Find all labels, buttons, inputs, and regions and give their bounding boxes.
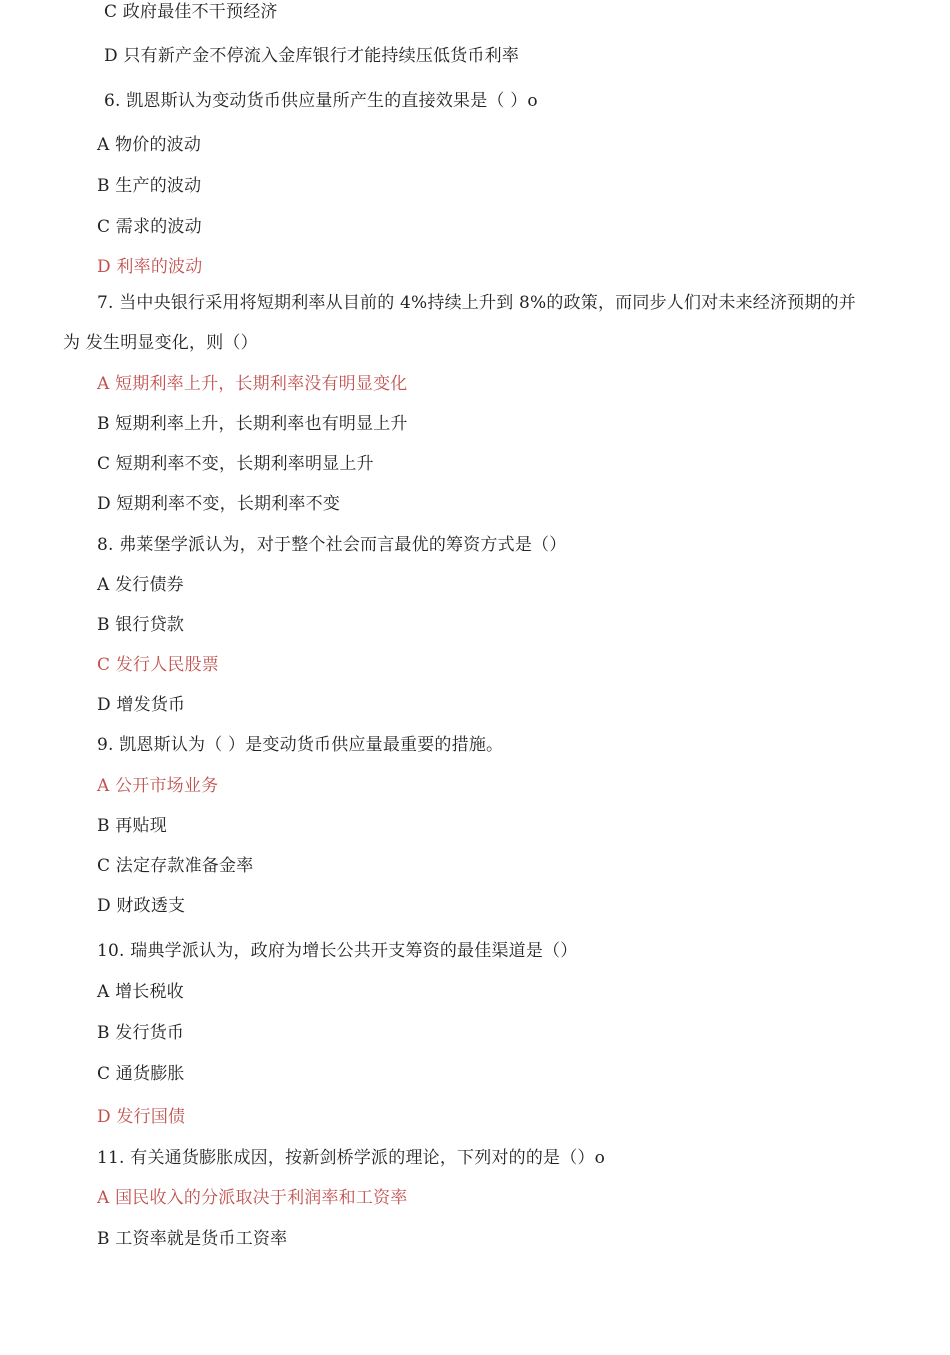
q7-stem-line-2: 为 发生明显变化，则（） — [63, 333, 258, 353]
q5-option-d: D 只有新产金不停流入金库银行才能持续压低货币利率 — [104, 46, 520, 66]
q9-stem: 9. 凯恩斯认为（ ）是变动货币供应量最重要的措施。 — [97, 735, 504, 755]
q9-option-c: C 法定存款准备金率 — [97, 856, 254, 876]
q9-option-b: B 再贴现 — [97, 816, 167, 836]
q6-stem: 6. 凯恩斯认为变动货币供应量所产生的直接效果是（ ）o — [104, 91, 538, 111]
q9-option-d: D 财政透支 — [97, 896, 186, 916]
q7-option-c: C 短期利率不变，长期利率明显上升 — [97, 454, 374, 474]
q6-option-a: A 物价的波动 — [97, 135, 202, 155]
q6-option-d: D 利率的波动 — [97, 257, 203, 277]
q8-option-a: A 发行债券 — [97, 575, 184, 595]
q8-option-d: D 增发货币 — [97, 695, 186, 715]
q7-option-a: A 短期利率上升，长期利率没有明显变化 — [97, 374, 408, 394]
q10-option-c: C 通货膨胀 — [97, 1064, 185, 1084]
q10-option-a: A 增长税收 — [97, 982, 184, 1002]
q5-option-c: C 政府最佳不干预经济 — [104, 2, 278, 22]
q10-option-b: B 发行货币 — [97, 1023, 185, 1043]
q8-option-b: B 银行贷款 — [97, 615, 185, 635]
q10-stem: 10. 瑞典学派认为，政府为增长公共开支筹资的最佳渠道是（） — [97, 941, 578, 961]
q8-stem: 8. 弗莱堡学派认为，对于整个社会而言最优的筹资方式是（） — [97, 535, 567, 555]
q6-option-c: C 需求的波动 — [97, 217, 202, 237]
q7-option-b: B 短期利率上升，长期利率也有明显上升 — [97, 414, 408, 434]
q10-option-d: D 发行国债 — [97, 1107, 186, 1127]
q9-option-a: A 公开市场业务 — [97, 776, 219, 796]
q11-option-b: B 工资率就是货币工资率 — [97, 1229, 288, 1249]
q7-option-d: D 短期利率不变，长期利率不变 — [97, 494, 341, 514]
q8-option-c: C 发行人民股票 — [97, 655, 220, 675]
q11-option-a: A 国民收入的分派取决于利润率和工资率 — [97, 1188, 408, 1208]
q11-stem: 11. 有关通货膨胀成因，按新剑桥学派的理论，下列对的的是（）o — [97, 1148, 606, 1168]
q7-stem-line-1: 7. 当中央银行采用将短期利率从目前的 4%持续上升到 8%的政策，而同步人们对未来经济预期的并 — [97, 293, 856, 313]
q6-option-b: B 生产的波动 — [97, 176, 202, 196]
